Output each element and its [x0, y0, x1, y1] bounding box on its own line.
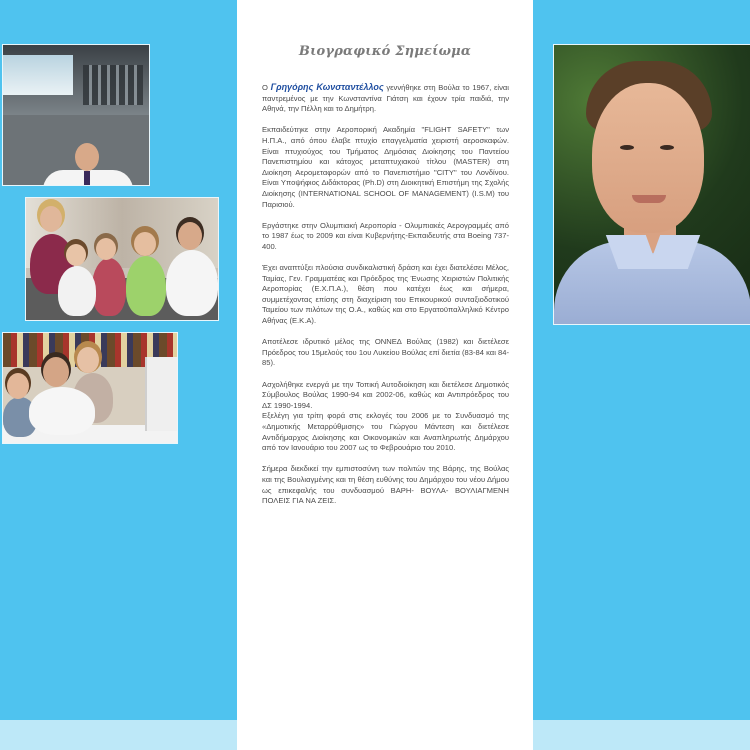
- paragraph-elections: Εξελέγη για τρίτη φορά στις εκλογές του 2006 με το Συνδυασμό της «Δημοτικής Μεταρρύθμισης» του Γιώργου Μάντεση και διετέλεσε Αντιδήμαρχος Διοίκησης και Οικονομικών και Αναπληρωτής Δημάρχου από τον Ιανουάριο του 2007 ως το Φεβρουάριο του 2010.: [262, 411, 509, 453]
- name-highlight: Γρηγόρης Κωνσταντέλλος: [270, 82, 384, 92]
- portrait-photo: [553, 44, 750, 325]
- paragraph-local-government: Ασχολήθηκε ενεργά με την Τοπική Αυτοδιοίκηση και διετέλεσε Δημοτικός Σύμβουλος Βούλας 1990-94 και 2002-06, καθώς και Αντιπρόεδρος του ΔΣ 1990-1994.: [262, 379, 509, 410]
- paragraph-career: Εργάστηκε στην Ολυμπιακή Αεροπορία - Ολυμπιακές Αερογραμμές από το 1987 έως το 2009 και είναι Κυβερνήτης-Εκπαιδευτής στα Boeing 737-400.: [262, 220, 509, 251]
- center-bottom-strip: [237, 720, 533, 750]
- paragraph-intro: [262, 82, 509, 115]
- biography-column: [237, 0, 533, 750]
- intro-text: γεννήθηκε στη Βούλα το 1967, είναι παντρεμένος με την Κωνσταντίνα Γιάτση και έχουν τρία παιδιά, την Αθηνά, την Πέλλη και το Δημήτρη.: [262, 83, 509, 114]
- paragraph-union: Έχει αναπτύξει πλούσια συνδικαλιστική δράση και έχει διατελέσει Μέλος, Ταμίας, Γεν. Γραμματέας και Πρόεδρος της Ένωσης Χειριστών Πολιτικής Αεροπορίας (Ε.Χ.Π.Α.), θέση που κατέχει έως και σήμερα, συμμετέχοντας επίσης στη διαχείριση του Επικουρικού συνταξιοδοτικού Ταμείου των πιλότων της Ο.Α., καθώς και στο Εργατοϋπαλληλικό Κέντρο Αθήνας (Ε.Κ.Α).: [262, 263, 509, 326]
- family-photo: [25, 197, 219, 321]
- intro-prefix: Ο: [262, 83, 271, 92]
- biography-text: [262, 82, 509, 517]
- cockpit-photo: [2, 44, 150, 186]
- paragraph-candidacy: Σήμερα διεκδικεί την εμπιστοσύνη των πολιτών της Βάρης, της Βούλας και της Βουλιαγμένης και τη θέση ευθύνης του Δημάρχου του νέου Δήμου ως επικεφαλής του συνδυασμού ΒΑΡΗ- ΒΟΥΛΑ- ΒΟΥΛΙΑΓΜΕΝΗ ΠΟΛΕΙΣ ΓΙΑ ΝΑ ΖΕΙΣ.: [262, 464, 509, 506]
- page-title: Βιογραφικό Σημείωμα: [298, 44, 472, 59]
- office-photo: [2, 332, 178, 444]
- paragraph-education: Εκπαιδεύτηκε στην Αεροπορική Ακαδημία "FLIGHT SAFETY" των Η.Π.Α., από όπου έλαβε πτυχίο επαγγελματία χειριστή αεροσκαφών. Είναι πτυχιούχος του Τμήματος Δημόσιας Διοίκησης του Παντείου Πανεπιστημίου και κάτοχος μεταπτυχιακού τίτλου (MASTER) στη Διοίκηση Αερομεταφορών από το Πανεπιστήμιο "CITY" του Λονδίνου. Είναι Υποψήφιος Διδάκτορας (Ph.D) στη Διοικητική Επιστήμη της Σχολής Διοίκησης (INTERNATIONAL SCHOOL OF MANAGEMENT) (I.S.M) του Παρισιού.: [262, 125, 509, 209]
- paragraph-onned: Αποτέλεσε ιδρυτικό μέλος της ΟΝΝΕΔ Βούλας (1982) και διετέλεσε Πρόεδρος του 15μελούς του 1ου Λυκείου Βούλας επί διετία (83-84 και 84-85).: [262, 337, 509, 368]
